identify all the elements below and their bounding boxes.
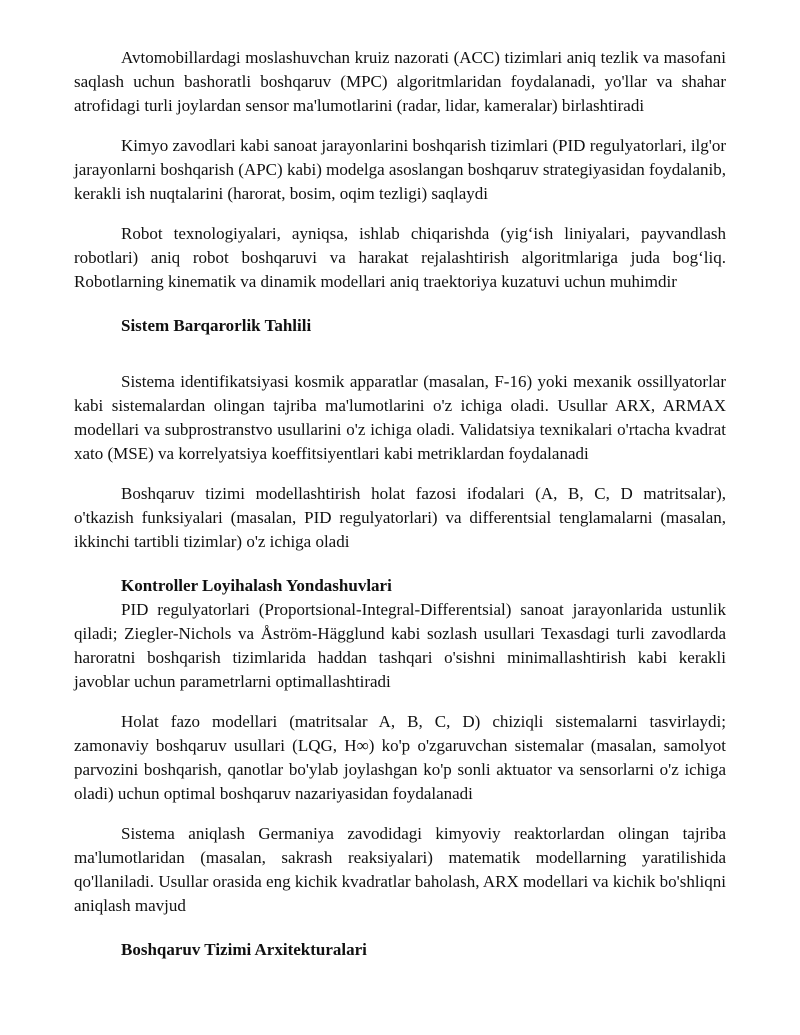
- paragraph-pid: PID regulyatorlari (Proportsional-Integral-Differentsial) sanoat jarayonlarida ustunlik qiladi; Ziegler-Nichols va Åström-Hägglund kabi sozlash usullari Texasdagi turli zavodlarda haroratni boshqarish tizimlarida haddan tashqari o'sishni minimallashtirish kabi kerakli javoblar uchun parametrlarni optimallashtiradi: [74, 600, 726, 691]
- section-heading-controller-design: Kontroller Loyihalash Yondashuvlari: [121, 576, 392, 595]
- section-heading-stability: Sistem Barqarorlik Tahlili: [121, 316, 312, 335]
- paragraph-industrial-control: Kimyo zavodlari kabi sanoat jarayonlarini boshqarish tizimlari (PID regulyatorlari, ilg'or jarayonlarni boshqarish (APC) kabi) modelga asoslangan boshqaruv strategiyasidan foydalanib, kerakli ish nuqtalarini (harorat, bosim, oqim tezligi) saqlaydi: [74, 136, 726, 203]
- paragraph-control-modeling: Boshqaruv tizimi modellashtirish holat fazosi ifodalari (A, B, C, D matritsalar), o'tkazish funksiyalari (masalan, PID regulyatorlari) va differentsial tenglamalarni (masalan, ikkinchi tartibli tizimlar) o'z ichiga oladi: [74, 484, 726, 551]
- paragraph-germany-reactors: Sistema aniqlash Germaniya zavodidagi kimyoviy reaktorlardan olingan tajriba ma'lumotlaridan (masalan, sakrash reaksiyalari) matematik modellarning yaratilishida qo'llaniladi. Usullar orasida eng kichik kvadratlar baholash, ARX modellari va kichik bo'shliqni aniqlash mavjud: [74, 824, 726, 915]
- paragraph-acc: Avtomobillardagi moslashuvchan kruiz nazorati (ACC) tizimlari aniq tezlik va masofani saqlash uchun bashoratli boshqaruv (MPC) algoritmlaridan foydalanadi, yo'llar va shahar atrofidagi turli joylardan sensor ma'lumotlarini (radar, lidar, kameralar) birlashtiradi: [74, 48, 726, 115]
- section-heading-architectures: Boshqaruv Tizimi Arxitekturalari: [121, 940, 367, 959]
- paragraph-system-identification: Sistema identifikatsiyasi kosmik apparatlar (masalan, F-16) yoki mexanik ossillyatorlar kabi sistemalardan olingan tajriba ma'lumotlarini o'z ichiga oladi. Usullar ARX, ARMAX modellari va subprostranstvo usullarini o'z ichiga oladi. Validatsiya texnikalari o'rtacha kvadrat xato (MSE) va korrelyatsiya koeffitsiyentlari kabi metriklardan foydalanadi: [74, 372, 726, 463]
- document-page: [74, 46, 726, 962]
- paragraph-robotics: Robot texnologiyalari, ayniqsa, ishlab chiqarishda (yig‘ish liniyalari, payvandlash robotlari) aniq robot boshqaruvi va harakat rejalashtirish algoritmlariga juda bog‘liq. Robotlarning kinematik va dinamik modellari aniq traektoriya kuzatuvi uchun muhimdir: [74, 224, 726, 291]
- paragraph-state-space: Holat fazo modellari (matritsalar A, B, C, D) chiziqli sistemalarni tasvirlaydi; zamonaviy boshqaruv usullari (LQG, H∞) ko'p o'zgaruvchan sistemalar (masalan, samolyot parvozini boshqarish, qanotlar bo'ylab joylashgan ko'p sonli aktuator va sensorlarni o'z ichiga oladi) uchun optimal boshqaruv nazariyasidan foydalanadi: [74, 712, 726, 803]
